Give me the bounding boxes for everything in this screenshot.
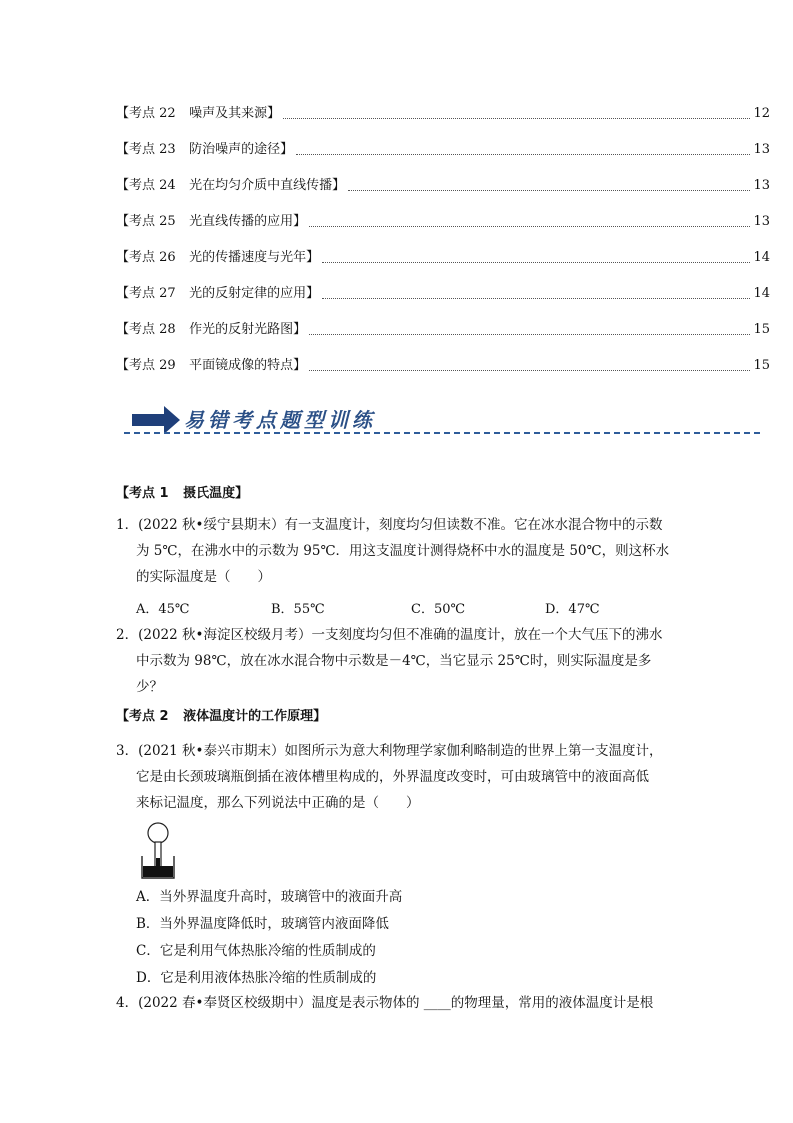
toc-page-number: 15	[753, 358, 770, 373]
toc-leader-dots	[283, 117, 750, 119]
option-c: C．它是利用气体热胀冷缩的性质制成的	[136, 943, 376, 959]
toc-page-number: 13	[753, 142, 770, 157]
toc-prefix: 【考点	[116, 358, 156, 373]
question-text: 4．(2022 春•奉贤区校级期中）温度是表示物体的 ____的物理量，常用的液体温度计是根	[116, 995, 654, 1011]
arrow-icon	[132, 406, 182, 434]
question-1-options	[136, 598, 600, 617]
question-text: 的实际温度是（ ）	[136, 569, 271, 585]
question-2	[116, 622, 676, 700]
toc-label	[116, 312, 306, 348]
option-d: D．47℃	[545, 602, 600, 617]
toc-page-number: 13	[753, 178, 770, 193]
section-title: 摄氏温度】	[183, 486, 249, 501]
toc-label	[116, 204, 306, 240]
toc-number: 24	[159, 178, 176, 193]
toc-number: 25	[159, 214, 176, 229]
toc-row[interactable]	[116, 96, 770, 132]
question-3	[116, 738, 676, 816]
toc-title: 光的反射定律的应用】	[189, 286, 320, 301]
toc-leader-dots	[309, 225, 750, 227]
toc-title: 噪声及其来源】	[189, 106, 281, 121]
toc-leader-dots	[296, 153, 750, 155]
section-prefix: 【考点	[116, 709, 156, 724]
option-b: B．55℃	[271, 602, 325, 617]
toc-label	[116, 348, 306, 384]
toc-leader-dots	[348, 189, 750, 191]
option-a: A．当外界温度升高时，玻璃管中的液面升高	[136, 889, 403, 905]
question-text: 1．(2022 秋•绥宁县期末）有一支温度计，刻度均匀但读数不准。它在冰水混合物中的示数	[116, 517, 663, 533]
table-of-contents	[116, 96, 770, 384]
option-d: D．它是利用液体热胀冷缩的性质制成的	[136, 970, 377, 986]
toc-number: 27	[159, 286, 176, 301]
toc-number: 22	[159, 106, 176, 121]
toc-row[interactable]	[116, 276, 770, 312]
toc-number: 29	[159, 358, 176, 373]
toc-label	[116, 132, 293, 168]
section-heading	[116, 482, 248, 501]
toc-prefix: 【考点	[116, 214, 156, 229]
thermometer-figure	[140, 822, 176, 880]
toc-leader-dots	[309, 333, 750, 335]
toc-leader-dots	[309, 369, 750, 371]
toc-row[interactable]	[116, 204, 770, 240]
question-1	[116, 512, 676, 590]
toc-label	[116, 96, 280, 132]
toc-prefix: 【考点	[116, 106, 156, 121]
toc-label	[116, 240, 319, 276]
option-a: A．45℃	[136, 602, 190, 617]
toc-row[interactable]	[116, 348, 770, 384]
toc-page-number: 12	[753, 106, 770, 121]
toc-page-number: 14	[753, 286, 770, 301]
toc-prefix: 【考点	[116, 286, 156, 301]
section-number: 1	[159, 486, 169, 501]
toc-title: 作光的反射光路图】	[189, 322, 307, 337]
toc-title: 光直线传播的应用】	[189, 214, 307, 229]
question-text: 为 5℃，在沸水中的示数为 95℃．用这支温度计测得烧杯中水的温度是 50℃，则这杯水	[136, 543, 670, 559]
toc-number: 28	[159, 322, 176, 337]
toc-leader-dots	[322, 297, 750, 299]
toc-label	[116, 168, 345, 204]
toc-leader-dots	[322, 261, 750, 263]
question-text: 它是由长颈玻璃瓶倒插在液体槽里构成的，外界温度改变时，可由玻璃管中的液面高低	[136, 769, 649, 785]
toc-row[interactable]	[116, 168, 770, 204]
section-number: 2	[159, 709, 169, 724]
banner-title: 易错考点题型训练	[184, 408, 376, 432]
toc-page-number: 15	[753, 322, 770, 337]
section-prefix: 【考点	[116, 486, 156, 501]
toc-prefix: 【考点	[116, 142, 156, 157]
toc-page-number: 14	[753, 250, 770, 265]
banner-divider	[124, 432, 760, 434]
section-title: 液体温度计的工作原理】	[183, 709, 327, 724]
toc-row[interactable]	[116, 240, 770, 276]
question-4	[116, 990, 676, 1016]
toc-row[interactable]	[116, 132, 770, 168]
toc-row[interactable]	[116, 312, 770, 348]
toc-label	[116, 276, 319, 312]
toc-prefix: 【考点	[116, 322, 156, 337]
option-b: B．当外界温度降低时，玻璃管内液面降低	[136, 916, 389, 932]
toc-title: 光的传播速度与光年】	[189, 250, 320, 265]
toc-prefix: 【考点	[116, 250, 156, 265]
question-text: 2．(2022 秋•海淀区校级月考）一支刻度均匀但不准确的温度计，放在一个大气压下的沸水	[116, 627, 663, 643]
toc-number: 23	[159, 142, 176, 157]
toc-number: 26	[159, 250, 176, 265]
section-heading	[116, 705, 326, 724]
section-banner	[124, 400, 760, 440]
question-text: 中示数为 98℃，放在冰水混合物中示数是－4℃，当它显示 25℃时，则实际温度是多少？	[136, 653, 652, 695]
toc-prefix: 【考点	[116, 178, 156, 193]
toc-title: 光在均匀介质中直线传播】	[189, 178, 346, 193]
question-text: 3．(2021 秋•泰兴市期末）如图所示为意大利物理学家伽利略制造的世界上第一支温度计，	[116, 743, 663, 759]
toc-title: 防治噪声的途径】	[189, 142, 294, 157]
toc-title: 平面镜成像的特点】	[189, 358, 307, 373]
option-c: C．50℃	[411, 602, 466, 617]
toc-page-number: 13	[753, 214, 770, 229]
question-text: 来标记温度，那么下列说法中正确的是（ ）	[136, 795, 420, 811]
